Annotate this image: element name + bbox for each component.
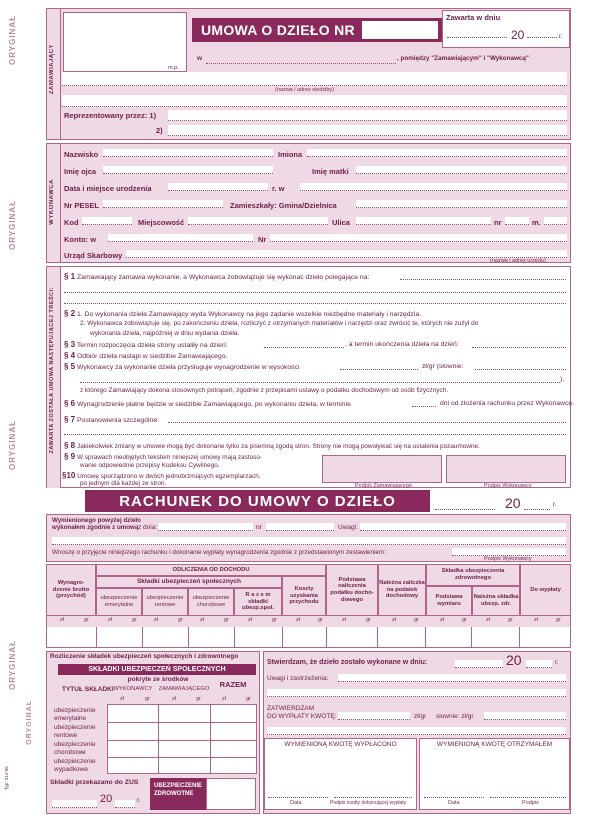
zl-10: zł xyxy=(486,617,490,623)
do-wyplaty-label: DO WYPŁATY KWOTĘ: xyxy=(267,713,337,720)
p9b: wanie odpowiednie przepisy Kodeksu Cywilnego. xyxy=(80,462,220,469)
otrzymalem-box[interactable] xyxy=(419,738,570,810)
miejscowosc-label: Miejscowość xyxy=(138,218,185,227)
th-rentowe: ubezpieczenie rentowe xyxy=(142,588,188,616)
p1 xyxy=(64,272,369,281)
zl-4: zł xyxy=(200,617,204,623)
m-label: m. xyxy=(532,218,541,227)
p6-days-field[interactable] xyxy=(412,399,436,407)
p5b: zł/gr (słownie: xyxy=(422,363,464,370)
r-w-label: r. w xyxy=(272,184,285,193)
podpis-osoby-label: Podpis osoby dokonującej wypłaty xyxy=(330,800,407,806)
rz-row-rentowe: ubezpieczenie rentowe xyxy=(54,724,96,739)
umowa-title-text: UMOWA O DZIEŁO NR xyxy=(201,22,355,38)
ulica-field[interactable] xyxy=(356,217,491,225)
p5-amount-field[interactable] xyxy=(340,362,418,370)
zawarta-r: r. xyxy=(559,33,563,40)
p3-start-field[interactable] xyxy=(264,340,344,348)
signature-box-zam[interactable] xyxy=(322,455,442,483)
z-dnia-label: z dnia: xyxy=(138,524,158,531)
rz-row-chorobowe: ubezpieczenie chorobowe xyxy=(54,741,96,756)
imiona-label: Imiona xyxy=(278,150,303,159)
gr-6: gr xyxy=(318,617,323,623)
p5c: ), xyxy=(560,376,565,383)
stwierdzam-date-field[interactable] xyxy=(455,660,503,668)
urzad-note: (nazwa i adres urzędu) xyxy=(490,258,546,264)
p6b: dni od złożenia rachunku przez Wykonawcę. xyxy=(440,400,575,407)
zamawiajacy-address-field[interactable] xyxy=(62,95,567,107)
p3b: , a termin ukończenia dzieła na dzień: xyxy=(345,341,459,348)
th-podstawa-wym: Podstawa wymiaru xyxy=(426,586,472,616)
data-label-2: Data xyxy=(448,800,460,806)
p4 xyxy=(64,351,227,360)
p4-num: § 4 xyxy=(64,351,76,360)
rz-row-emerytalne: ubezpieczenie emerytalne xyxy=(54,707,96,722)
slownie-label: słownie: zł/gr xyxy=(436,713,474,720)
gr-7: gr xyxy=(366,617,371,623)
m-field[interactable] xyxy=(544,217,567,225)
p7-num: § 7 xyxy=(64,415,76,424)
zawarta-year: 20 xyxy=(511,28,525,42)
rozliczenie-title: Rozliczenie składek ubezpieczeń społecznych i zdrowotnego xyxy=(50,653,239,660)
przekazano-date-field[interactable] xyxy=(52,800,97,808)
umowa-title xyxy=(192,18,442,42)
p5-slownie-field-2[interactable] xyxy=(80,375,560,383)
rach-nr-label: nr xyxy=(256,524,262,531)
uwagi-zastrzezenia-label: Uwagi i zastrzeżenia: xyxy=(267,675,329,682)
p5 xyxy=(64,362,299,371)
zlgr-label: zł/gr xyxy=(414,713,427,720)
p8-text: Jakiekolwiek zmiany w umowie mogą być dokonane tylko za pisemną zgodą stron. Strony nie mogą powoływać się na ustalenia pozaumowne. xyxy=(77,443,480,450)
gr-10: gr xyxy=(508,617,513,623)
zamawiajacego-label: ZAMAWIAJĄCEGO xyxy=(158,686,210,692)
p7-field-2[interactable] xyxy=(64,427,566,435)
zawarta-date-field[interactable] xyxy=(447,37,507,38)
wykonalem-label: wykonałem zgodnie z umową xyxy=(52,524,139,531)
data-label-1: Data xyxy=(290,800,302,806)
p10 xyxy=(62,471,261,480)
p2a-text: 1. Do wykonania dzieła Zamawiający wyda Wykonawcy na jego żądanie wszelkie niezbędne materiały i narzędzia. xyxy=(77,311,422,318)
konto-nr-label: Nr xyxy=(258,235,267,244)
zl-6: zł xyxy=(296,617,300,623)
p10-text: Umowę sporządzono w dwóch jednobrzmiących egzemplarzach, xyxy=(77,473,261,480)
side-oryginal-1: ORYGINAŁ xyxy=(8,15,17,65)
skladki-header: SKŁADKI UBEZPIECZEŃ SPOŁECZNYCH xyxy=(58,664,256,675)
gr-11: gr xyxy=(556,617,561,623)
slownie-field-2[interactable] xyxy=(267,727,566,735)
th-do-wyplaty: Do wypłaty xyxy=(520,564,571,616)
p9 xyxy=(64,452,262,461)
rachunek-podpis-wyk: Podpis Wykonawcy xyxy=(484,556,532,562)
rz-row-wypadkowe: ubezpieczenie wypadkowe xyxy=(54,758,96,773)
wyplacono-label: WYMIENIONĄ KWOTĘ WYPŁACONO xyxy=(284,741,397,748)
uwagi-zastrzezenia-field-2[interactable] xyxy=(267,689,566,697)
zawarta-box xyxy=(442,10,570,48)
urzad-label: Urząd Skarbowy xyxy=(64,251,123,260)
p5-num: § 5 xyxy=(64,362,76,371)
wymieniony-label: Wymienionego powyżej dzieło xyxy=(52,517,141,524)
side-oryginal-4: ORYGINAŁ xyxy=(8,640,17,690)
p8 xyxy=(64,441,480,450)
form-code: Typ: 314-06 xyxy=(4,766,9,790)
rz-zl-3: zł xyxy=(222,696,226,702)
rachunek-title-text: RACHUNEK DO UMOWY O DZIEŁO xyxy=(119,492,396,510)
pesel-label: Nr PESEL xyxy=(64,201,100,210)
p1-field-2[interactable] xyxy=(64,285,566,293)
nr-field[interactable] xyxy=(505,217,529,225)
th-odliczenia: ODLICZENIA OD DOCHODU xyxy=(96,564,326,576)
umowa-number-field[interactable] xyxy=(362,21,438,39)
p6 xyxy=(64,399,351,408)
th-emerytalne: ubezpieczenie emerytalne xyxy=(96,588,142,616)
ubezp-zdr-box xyxy=(150,778,206,810)
p1-field-1[interactable] xyxy=(400,272,566,280)
rozliczenie-grid[interactable] xyxy=(107,704,257,774)
gr-9: gr xyxy=(462,617,467,623)
p1-num: § 1 xyxy=(64,272,76,281)
wykonawcy-label: WYKONAWCY xyxy=(113,686,153,692)
ubezp-zdr-text: UBEZPIECZENIE ZDROWOTNE xyxy=(154,783,203,798)
nazwisko-field[interactable] xyxy=(103,149,273,157)
imie-matki-label: Imię matki xyxy=(312,167,349,176)
th-wynagrodzenie: Wynagro-dzenie brutto (przychód) xyxy=(46,564,96,616)
rz-gr-3: gr xyxy=(246,696,251,702)
p2b: 2. Wykonawca zobowiązuje się, po zakończeniu dzieła, rozliczyć z otrzymanych materiałów i narzędzi oraz zwrócić te, których nie zużył do xyxy=(80,320,479,327)
przekazano-label: Składki przekazano do ZUS xyxy=(50,779,139,786)
razem-label: RAZEM xyxy=(219,680,247,689)
gr-1: gr xyxy=(84,617,89,623)
pomiedzy-label: , pomiędzy "Zamawiającym" i "Wykonawcą" xyxy=(397,55,529,62)
th-podstawa-pod: Podstawa naliczenia podatku docho-dowego xyxy=(326,564,378,616)
table-value-row[interactable] xyxy=(47,627,570,647)
p10-num: §10 xyxy=(62,471,76,480)
th-nalezna-skl: Należna składka ubezp. zdr. xyxy=(472,586,520,616)
uwagi-field-2[interactable] xyxy=(52,537,566,545)
w-label: w xyxy=(197,55,203,62)
rachunek-title xyxy=(85,490,430,512)
ubezp-zdr-field[interactable] xyxy=(206,778,256,810)
urzad-field[interactable] xyxy=(126,250,567,258)
podpis-wyk-label: Podpis Wykonawcy xyxy=(484,483,532,489)
konto-label: Konto: w xyxy=(64,235,97,244)
uwagi-zastrzezenia-field[interactable] xyxy=(338,674,566,682)
p8-num: § 8 xyxy=(64,441,76,450)
side-oryginal-5: ORYGINAŁ xyxy=(26,700,33,745)
przekazano-year: 20 xyxy=(100,793,113,805)
stwierdzam-year: 20 xyxy=(506,652,522,668)
p3-end-field[interactable] xyxy=(472,340,566,348)
rachunek-r: r. xyxy=(553,501,557,508)
reprezentant2-label: 2) xyxy=(156,126,163,135)
podpis-zam-label: Podpis Zamawiającego xyxy=(355,483,412,489)
zamawiajacy-label: ZAMAWIAJĄCY xyxy=(49,44,55,95)
przekazano-r: r. xyxy=(137,797,141,804)
gr-2: gr xyxy=(132,617,137,623)
signature-box-wyk[interactable] xyxy=(446,455,566,483)
rachunek-year: 20 xyxy=(505,495,521,511)
miejsce-urodzenia-field[interactable] xyxy=(300,183,567,191)
p3-text: Termin rozpoczęcia dzieła strony ustaliły na dzień: xyxy=(76,342,228,349)
p7-field-1[interactable] xyxy=(168,415,566,423)
uwagi-field[interactable] xyxy=(360,523,566,531)
z-dnia-field[interactable] xyxy=(158,523,253,531)
th-zaliczka: Należna zaliczka na podatek dochodowy xyxy=(378,564,426,616)
imie-matki-field[interactable] xyxy=(356,166,567,174)
side-oryginal-3: ORYGINAŁ xyxy=(8,420,17,470)
zatwierdzam-label: ZATWIERDZAM xyxy=(267,705,315,712)
zawarta-label: Zawarta w dniu xyxy=(446,13,501,22)
p1-field-3[interactable] xyxy=(64,296,566,304)
w-place-field[interactable] xyxy=(206,56,396,64)
imie-ojca-label: Imię ojca xyxy=(64,167,97,176)
p9-text: W sprawach nieobjętych tekstem niniejszej umowy mają zastoso- xyxy=(77,454,263,461)
slownie-field[interactable] xyxy=(484,712,566,720)
bank-field[interactable] xyxy=(108,234,253,242)
th-razem: R a z e m składki ubezp.społ. xyxy=(234,588,282,616)
uwagi-label: Uwagi: xyxy=(338,524,358,531)
p6-num: § 6 xyxy=(64,399,76,408)
p5d: z którego Zamawiający dokona stosownych potrąceń, zgodnie z przepisami ustawy o podatku dochodowym od osób fizycznych. xyxy=(80,387,449,394)
pokryte-label: pokryte ze środków xyxy=(127,676,189,683)
p6-text: Wynagrodzenie płatne będzie w siedzibie Zamawiającego, po wykonaniu dzieła, w terminie xyxy=(77,401,351,408)
rz-gr-1: gr xyxy=(145,696,150,702)
reprezentant2-field[interactable] xyxy=(168,125,567,136)
gr-8: gr xyxy=(414,617,419,623)
imie-ojca-field[interactable] xyxy=(103,166,273,174)
zl-1: zł xyxy=(60,617,64,623)
mp-label: m.p. xyxy=(168,65,179,71)
rz-zl-2: zł xyxy=(172,696,176,702)
th-koszty: Koszty uzyskania przychodu xyxy=(282,576,326,616)
zl-11: zł xyxy=(534,617,538,623)
nr-label: nr xyxy=(494,218,502,227)
reprezentowany-label: Reprezentowany przez: 1) xyxy=(64,111,157,120)
p10b: po jednym dla każdej ze stron. xyxy=(80,480,167,487)
p7 xyxy=(64,415,159,424)
gr-3: gr xyxy=(178,617,183,623)
zl-3: zł xyxy=(154,617,158,623)
p5-slownie-field[interactable] xyxy=(475,362,566,370)
side-oryginal-2: ORYGINAŁ xyxy=(8,200,17,250)
rachunek-date-field[interactable] xyxy=(435,502,495,510)
rach-nr-field[interactable] xyxy=(266,523,334,531)
do-wyplaty-field[interactable] xyxy=(338,712,410,720)
nazwisko-label: Nazwisko xyxy=(64,150,99,159)
p2-num: § 2 xyxy=(64,309,76,318)
p3 xyxy=(64,340,228,349)
zl-9: zł xyxy=(440,617,444,623)
zl-8: zł xyxy=(392,617,396,623)
stamp-area[interactable] xyxy=(63,12,187,72)
rz-gr-2: gr xyxy=(196,696,201,702)
p7-text: Postanowienia szczególne: xyxy=(77,417,160,424)
konto-nr-field[interactable] xyxy=(270,234,567,242)
p9-num: § 9 xyxy=(64,452,76,461)
wykonawca-label: WYKONAWCA xyxy=(49,179,55,225)
podpis-label: Podpis xyxy=(522,800,539,806)
ulica-label: Ulica xyxy=(332,218,350,227)
tresc-label: ZAWARTA ZOSTAŁA UMOWA NASTĘPUJĄCEJ TREŚCI: xyxy=(49,287,55,454)
p2c: wykonania dzieła, najpóźniej w dniu wydania dzieła. xyxy=(90,330,240,337)
rz-zl-1: zł xyxy=(120,696,124,702)
p5-text: Wykonawcy za wykonanie dzieła przysługuje wynagrodzenie w wysokości xyxy=(77,364,300,371)
stwierdzam-r: r. xyxy=(555,659,559,666)
data-urodzenia-field[interactable] xyxy=(168,183,268,191)
kod-label: Kod xyxy=(64,218,79,227)
th-skladka-zdr: Składka ubezpieczenia zdrowotnego xyxy=(426,564,520,586)
table-zlgr-row xyxy=(46,616,571,626)
otrzymalem-label: WYMIENIONĄ KWOTĘ OTRZYMAŁEM xyxy=(436,741,553,748)
wnosze-text: Wnoszę o przyjęcie niniejszego rachunku i dokonanie wypłaty wynagrodzenia zgodnie z przedstawionym zestawieniem: xyxy=(52,549,386,556)
zl-7: zł xyxy=(342,617,346,623)
zl-5: zł xyxy=(248,617,252,623)
reprezentant1-field[interactable] xyxy=(168,110,567,121)
pesel-field[interactable] xyxy=(103,200,223,208)
gr-5: gr xyxy=(272,617,277,623)
p2a xyxy=(64,309,421,318)
tytul-label: TYTUŁ SKŁADKI xyxy=(62,686,114,693)
podpis-wyk-field[interactable] xyxy=(452,548,566,556)
kod-field[interactable] xyxy=(82,217,132,225)
zamieszkaly-label: Zamieszkały: Gmina/Dzielnica xyxy=(230,201,337,210)
th-skladki-spol: Składki ubezpieczeń społecznych xyxy=(96,576,282,588)
imiona-field[interactable] xyxy=(307,149,567,157)
data-urodzenia-label: Data i miejsce urodzenia xyxy=(64,184,152,193)
gr-4: gr xyxy=(224,617,229,623)
gmina-field[interactable] xyxy=(356,200,567,208)
p3-num: § 3 xyxy=(64,340,76,349)
p4-text: Odbiór dzieła nastąpi w siedzibie Zamawiającego. xyxy=(77,353,228,360)
stwierdzam-text: Stwierdzam, że dzieło zostało wykonane w dniu: xyxy=(267,659,428,666)
nazwa-adres-note: (nazwa i adres siedziby) xyxy=(275,87,334,93)
p1-text: Zamawiający zamawia wykonanie, a Wykonawca zobowiązuje się wykonać dzieło polegające na: xyxy=(77,274,370,281)
th-chorobowe: ubezpieczenie chorobowe xyxy=(188,588,234,616)
zamawiajacy-name-field[interactable] xyxy=(62,72,567,86)
miejscowosc-field[interactable] xyxy=(188,217,328,225)
zl-2: zł xyxy=(108,617,112,623)
